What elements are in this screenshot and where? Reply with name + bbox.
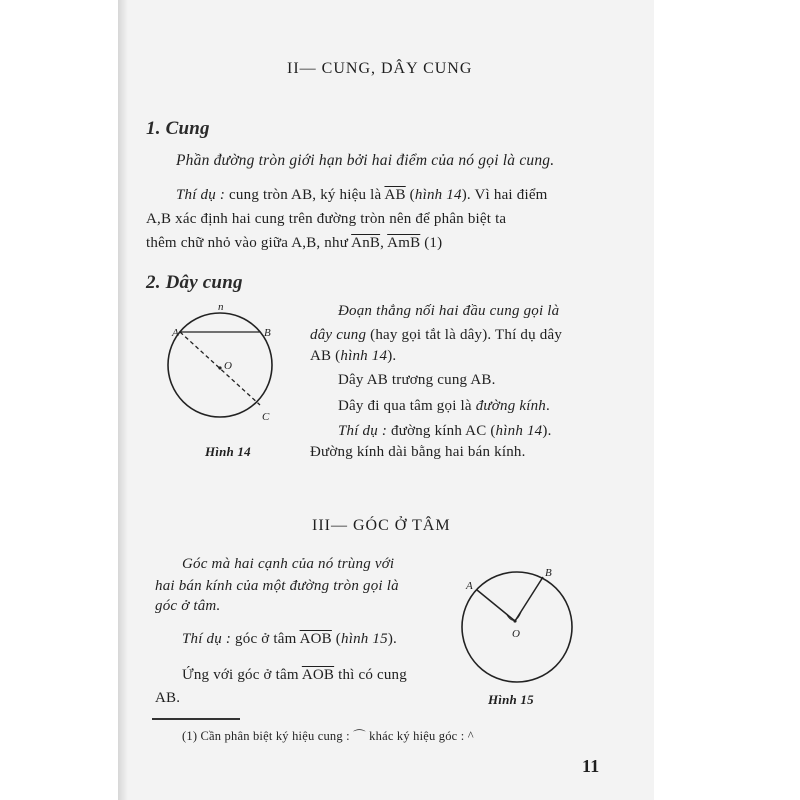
label-c: C	[262, 411, 270, 423]
label-a: A	[172, 327, 179, 339]
subsection-title-cung: 1. Cung	[146, 118, 210, 139]
text: (	[331, 631, 342, 647]
text: thì có cung	[334, 667, 407, 683]
figure-ref: hình 15	[341, 631, 388, 647]
text: ).	[387, 631, 397, 647]
duong-kinh-def	[338, 398, 550, 415]
label-a: A	[466, 580, 473, 592]
duong-kinh-example	[338, 423, 552, 440]
duong-kinh-fact: Đường kính dài bằng hai bán kính.	[310, 444, 526, 460]
goc-o-tam-arc-line	[182, 667, 407, 684]
label-b: B	[545, 567, 552, 579]
comma: ,	[380, 235, 388, 251]
center-point	[513, 619, 516, 622]
goc-o-tam-def-line1: Góc mà hai cạnh của nó trùng với	[182, 556, 395, 572]
term: dây cung	[310, 327, 367, 343]
figure-14-diagram	[160, 301, 290, 435]
day-cung-def-line1: Đoạn thẳng nối hai đầu cung gọi là	[338, 303, 560, 319]
text: ).	[542, 423, 552, 439]
angle-aob-symbol: $\overline{AOB}$	[299, 631, 332, 647]
arc-amb-symbol: $\overline{AmB}$	[387, 235, 421, 251]
cung-definition: Phần đường tròn giới hạn bởi hai điểm của nó gọi là cung.	[176, 152, 555, 169]
section-heading-2: II— CUNG, DÂY CUNG	[287, 60, 473, 77]
label-n: n	[218, 301, 224, 313]
text: .	[545, 398, 550, 414]
text: AB (	[310, 348, 341, 364]
figure-15-caption: Hình 15	[488, 692, 534, 707]
example-label: Thí dụ :	[182, 631, 232, 647]
text: góc ở tâm	[231, 631, 300, 647]
circle	[462, 572, 572, 682]
label-o: O	[224, 360, 232, 372]
text: thêm chữ nhỏ vào giữa A,B, như	[146, 235, 352, 251]
goc-o-tam-arc-line2: AB.	[155, 690, 181, 706]
page-number: 11	[582, 756, 600, 776]
example-label: Thí dụ :	[176, 187, 226, 203]
figure-ref: hình 14	[340, 348, 388, 364]
text: Dây đi qua tâm gọi là	[338, 398, 476, 414]
text: đường kính AC (	[387, 423, 496, 439]
term: đường kính	[475, 398, 546, 414]
section-heading-3: III— GÓC Ở TÂM	[312, 517, 451, 534]
goc-o-tam-def-line2: hai bán kính của một đường tròn gọi là	[155, 578, 399, 594]
arc-anb-symbol: $\overline{AnB}$	[351, 235, 381, 251]
subsection-title-day-cung: 2. Dây cung	[146, 272, 243, 293]
figure-ref: hình 14	[495, 423, 543, 439]
center-point	[218, 366, 221, 369]
figure-15-diagram	[455, 565, 585, 685]
footnote: (1) Cần phân biệt ký hiệu cung : ⌒ khác ký hiệu góc : ^	[182, 729, 474, 743]
text: cung tròn AB, ký hiệu là	[225, 187, 385, 203]
cung-example-line2: A,B xác định hai cung trên đường tròn nên để phân biệt ta	[146, 211, 507, 227]
radius-ob	[515, 577, 543, 621]
radius-oa	[477, 590, 515, 621]
example-label: Thí dụ :	[338, 423, 388, 439]
circle	[168, 313, 272, 417]
label-b: B	[264, 327, 271, 339]
day-cung-def-line3	[310, 348, 396, 365]
text: Ứng với góc ở tâm	[182, 667, 302, 683]
text: (	[405, 187, 415, 203]
text: ).	[387, 348, 397, 364]
cung-example-line1	[176, 187, 548, 204]
arc-ab-symbol: $\overline{AB}$	[384, 187, 406, 203]
cung-example-line3	[146, 235, 442, 252]
footnote-ref: (1)	[420, 235, 443, 251]
footnote-rule	[152, 718, 240, 720]
angle-aob-symbol: $\overline{AOB}$	[301, 667, 335, 683]
figure-ref: hình 14	[414, 187, 462, 203]
figure-14-caption: Hình 14	[205, 444, 251, 459]
label-o: O	[512, 628, 520, 640]
goc-o-tam-example	[182, 631, 397, 648]
day-ab-text: Dây AB trương cung AB.	[338, 372, 496, 388]
goc-o-tam-def-line3: góc ở tâm.	[155, 598, 221, 614]
text: ). Vì hai điểm	[461, 187, 548, 203]
day-cung-def-line2	[310, 327, 562, 344]
text: (hay gọi tắt là dây). Thí dụ dây	[366, 327, 563, 343]
page-gutter	[118, 0, 128, 800]
